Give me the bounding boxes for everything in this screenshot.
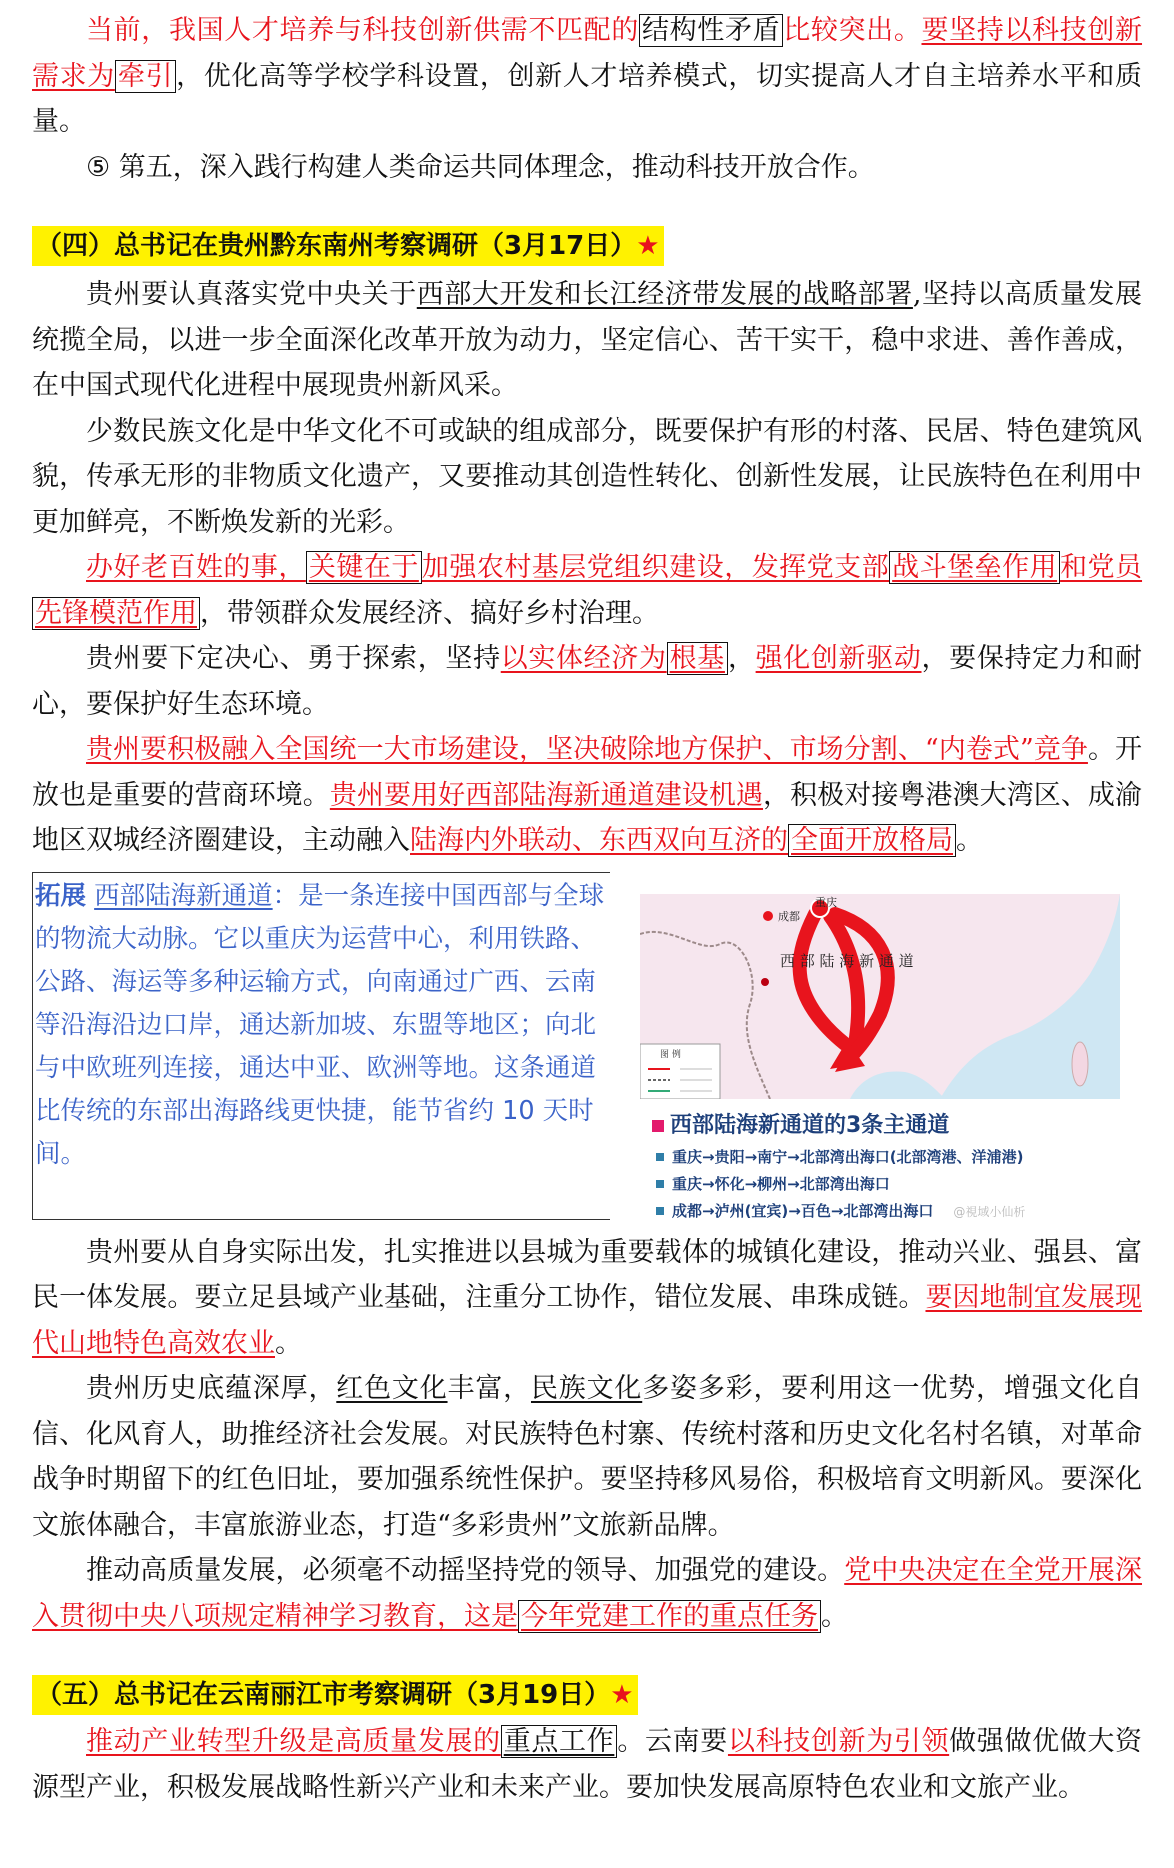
- boxed-term: 全面开放格局: [788, 824, 956, 857]
- heading-text: （四）总书记在贵州黔东南州考察调研（3月17日）: [36, 231, 637, 261]
- boxed-term: 战斗堡垒作用: [889, 551, 1060, 584]
- paragraph: 贵州要积极融入全国统一大市场建设，坚决破除地方保护、市场分割、“内卷式”竞争。开放也是重要的营商环境。贵州要用好西部陆海新通道建设机遇，积极对接粤港澳大湾区、成渝地区双城经济圈建设，主动融入陆海内外联动、东西双向互济的 全面开放格局 。: [32, 734, 1143, 856]
- section-heading: [32, 226, 1142, 266]
- paragraph: 贵州历史底蕴深厚，红色文化丰富，民族文化多姿多彩，要利用这一优势，增强文化自信、化风育人，助推经济社会发展。对民族特色村寨、传统村落和历史文化名村名镇，对革命战争时期留下的红色旧址，要加强系统性保护。要坚持移风易俗，积极培育文明新风。要深化文旅体融合，丰富旅游业态，打造“多彩贵州”文旅新品牌。: [32, 1373, 1143, 1541]
- star-icon: ★: [610, 1680, 634, 1710]
- boxed-term: 结构性矛盾: [639, 14, 783, 47]
- text-red: 当前，我国人才培养与科技创新供需不匹配的: [86, 15, 639, 46]
- map-legend-title: 图 例: [660, 1049, 681, 1060]
- heading-text: （五）总书记在云南丽江市考察调研（3月19日）: [36, 1680, 611, 1710]
- paragraph: 贵州要从自身实际出发，扎实推进以县城为重要载体的城镇化建设，推动兴业、强县、富民一体发展。要立足县域产业基础，注重分工协作，错位发展、串珠成链。要因地制宜发展现代山地特色高效农业。: [32, 1236, 1143, 1359]
- paragraph: 办好老百姓的事， 关键在于 加强农村基层党组织建设，发挥党支部 战斗堡垒作用 和党员先锋模范作用 ，带领群众发展经济、搞好乡村治理。: [32, 545, 1142, 636]
- text: ，优化高等学校学科设置，创新人才培养模式，切实提高人才自主培养水平和质量。: [32, 60, 1143, 137]
- boxed-term: 今年党建工作的重点任务: [518, 1600, 821, 1633]
- boxed-term: 关键在于: [306, 551, 422, 584]
- city-label: 成都: [778, 909, 800, 923]
- paragraph: [32, 145, 1142, 191]
- map-route: 重庆→怀化→柳州→北部湾出海口: [656, 1173, 890, 1194]
- circled-number: ⑤: [86, 151, 111, 183]
- map-title: 西部陆海新通道的3条主通道: [652, 1108, 949, 1139]
- document-page: [32, 0, 1142, 1810]
- map-label: 西 部 陆 海 新 通 道: [780, 951, 914, 970]
- text-red: 比较突出。: [783, 15, 922, 46]
- paragraph: 推动产业转型升级是高质量发展的 重点工作 。云南要以科技创新为引领做强做优做大资源型产业，积极发展战略性新兴产业和未来产业。要加快发展高原特色农业和文旅产业。: [32, 1726, 1143, 1803]
- boxed-term: 重点工作: [501, 1725, 618, 1758]
- section-heading: [32, 1675, 1142, 1715]
- map-route: 成都→泸州(宜宾)→百色→北部湾出海口 @視域小仙析: [656, 1200, 1025, 1221]
- boxed-term: 牵引: [115, 60, 176, 93]
- route-map: [640, 894, 1120, 1220]
- paragraph: 贵州要认真落实党中央关于西部大开发和长江经济带发展的战略部署,坚持以高质量发展统揽全局，以进一步全面深化改革开放为动力，坚定信心、苦干实干，稳中求进、善作善成，在中国式现代化进程中展现贵州新风采。: [32, 279, 1142, 401]
- boxed-term: 根基: [667, 642, 728, 675]
- underlined-term: 红色文化: [336, 1373, 448, 1404]
- paragraph: [32, 8, 1142, 145]
- city-label: 重庆: [815, 895, 837, 909]
- underlined-term: 西部大开发和长江经济带发展的战略部署: [416, 279, 913, 310]
- map-route: 重庆→贵阳→南宁→北部湾出海口(北部湾港、洋浦港): [656, 1146, 1023, 1167]
- underlined-term: 民族文化: [530, 1373, 643, 1404]
- extension-term: 西部陆海新通道: [94, 880, 273, 911]
- boxed-term: 先锋模范作用: [32, 597, 200, 630]
- paragraph: 推动高质量发展，必须毫不动摇坚持党的领导、加强党的建设。党中央决定在全党开展深入贯彻中央八项规定精神学习教育，这是 今年党建工作的重点任务 。: [32, 1555, 1143, 1632]
- text-red-underlined: 要坚持以科技创新需求为: [32, 15, 1143, 92]
- extension-text: 拓展 西部陆海新通道：是一条连接中国西部与全球的物流大动脉。它以重庆为运营中心，利用铁路、公路、海运等多种运输方式，向南通过广西、云南等沿海沿边口岸，通达新加坡、东盟等地区；向北与中欧班列连接，通达中亚、欧洲等地。这条通道比传统的东部出海路线更快捷，能节省约 10 天时间。: [32, 872, 610, 1220]
- paragraph: 贵州要下定决心、勇于探索，坚持以实体经济为 根基 ，强化创新驱动，要保持定力和耐心，要保护好生态环境。: [32, 643, 1143, 720]
- extension-box: [32, 872, 1142, 1224]
- text: 第五，深入践行构建人类命运共同体理念，推动科技开放合作。: [110, 151, 875, 183]
- star-icon: ★: [636, 231, 660, 261]
- map-image: [640, 894, 1120, 1099]
- paragraph: 少数民族文化是中华文化不可或缺的组成部分，既要保护有形的村落、民居、特色建筑风貌，传承无形的非物质文化遗产，又要推动其创造性转化、创新性发展，让民族特色在利用中更加鲜亮，不断焕发新的光彩。: [32, 415, 1142, 538]
- extension-tag: 拓展: [35, 880, 87, 911]
- map-watermark: @視域小仙析: [953, 1204, 1026, 1219]
